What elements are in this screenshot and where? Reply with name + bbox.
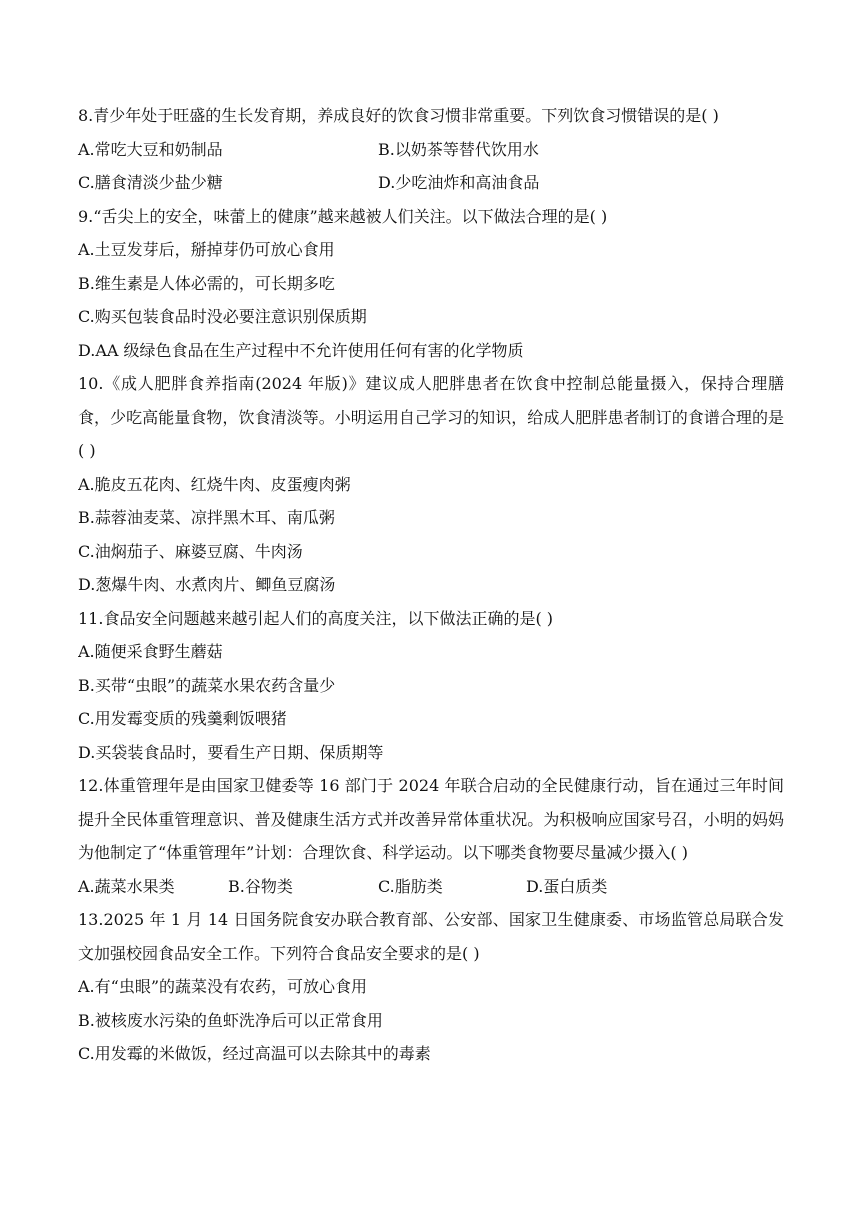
option-a: A.常吃大豆和奶制品 [78,139,223,159]
option-b: B.以奶茶等替代饮用水 [378,139,539,159]
option-d: D.蛋白质类 [526,876,608,896]
option-d: D.少吃油炸和高油食品 [378,173,540,192]
option-c: C.脂肪类 [378,876,443,896]
option-c: C.用发霉的米做饭，经过高温可以去除其中的毒素 [78,1044,431,1063]
option-row [78,166,784,200]
option-d: D.葱爆牛肉、水煮肉片、鲫鱼豆腐汤 [78,575,336,594]
option-b: B.被核废水污染的鱼虾洗净后可以正常食用 [78,1010,383,1030]
option-b: B.买带“虫眼”的蔬菜水果农药含量少 [78,675,336,695]
question-stem-9: 9.“舌尖上的安全，味蕾上的健康”越来越被人们关注。以下做法合理的是( ) [78,206,608,226]
question-stem-11: 11.食品安全问题越来越引起人们的高度关注，以下做法正确的是( ) [78,608,554,628]
option-row [78,133,784,167]
option-a: A.土豆发芽后，掰掉芽仍可放心食用 [78,240,335,259]
option-c: C.膳食清淡少盐少糖 [78,173,223,192]
option-b: B.维生素是人体必需的，可长期多吃 [78,273,335,293]
question-stem-12: 12.体重管理年是由国家卫健委等 16 部门于 2024 年联合启动的全民健康行动，旨在通过三年时间提升全民体重管理意识、普及健康生活方式并改善异常体重状况。为积极响应国家号召，小明的妈妈为他制定了“体重管理年”计划：合理饮食、科学运动。以下哪类食物要尽量减少摄入( ) [78,776,784,862]
option-a: A.蔬菜水果类 [78,876,175,896]
question-list [78,99,784,1071]
option-d: D.买袋装食品时，要看生产日期、保质期等 [78,742,384,762]
option-d: D.AA 级绿色食品在生产过程中不允许使用任何有害的化学物质 [78,340,524,360]
option-c: C.油焖茄子、麻婆豆腐、牛肉汤 [78,541,303,561]
question-stem-10: 10.《成人肥胖食养指南(2024 年版)》建议成人肥胖患者在饮食中控制总能量摄入，保持合理膳食，少吃高能量食物，饮食清淡等。小明运用自己学习的知识，给成人肥胖患者制订的食谱合理的是( ) [78,374,784,460]
option-b: B.蒜蓉油麦菜、凉拌黑木耳、南瓜粥 [78,508,335,527]
option-a: A.脆皮五花肉、红烧牛肉、皮蛋瘦肉粥 [78,474,351,494]
option-c: C.用发霉变质的残羹剩饭喂猪 [78,709,287,728]
question-stem-13: 13.2025 年 1 月 14 日国务院食安办联合教育部、公安部、国家卫生健康委、市场监管总局联合发文加强校园食品安全工作。下列符合食品安全要求的是( ) [78,910,784,963]
question-stem-8: 8.青少年处于旺盛的生长发育期，养成良好的饮食习惯非常重要。下列饮食习惯错误的是( ) [78,106,719,125]
option-b: B.谷物类 [228,876,293,896]
option-row [78,870,784,904]
option-c: C.购买包装食品时没必要注意识别保质期 [78,307,367,326]
option-a: A.随便采食野生蘑菇 [78,642,223,661]
option-a: A.有“虫眼”的蔬菜没有农药，可放心食用 [78,977,368,996]
